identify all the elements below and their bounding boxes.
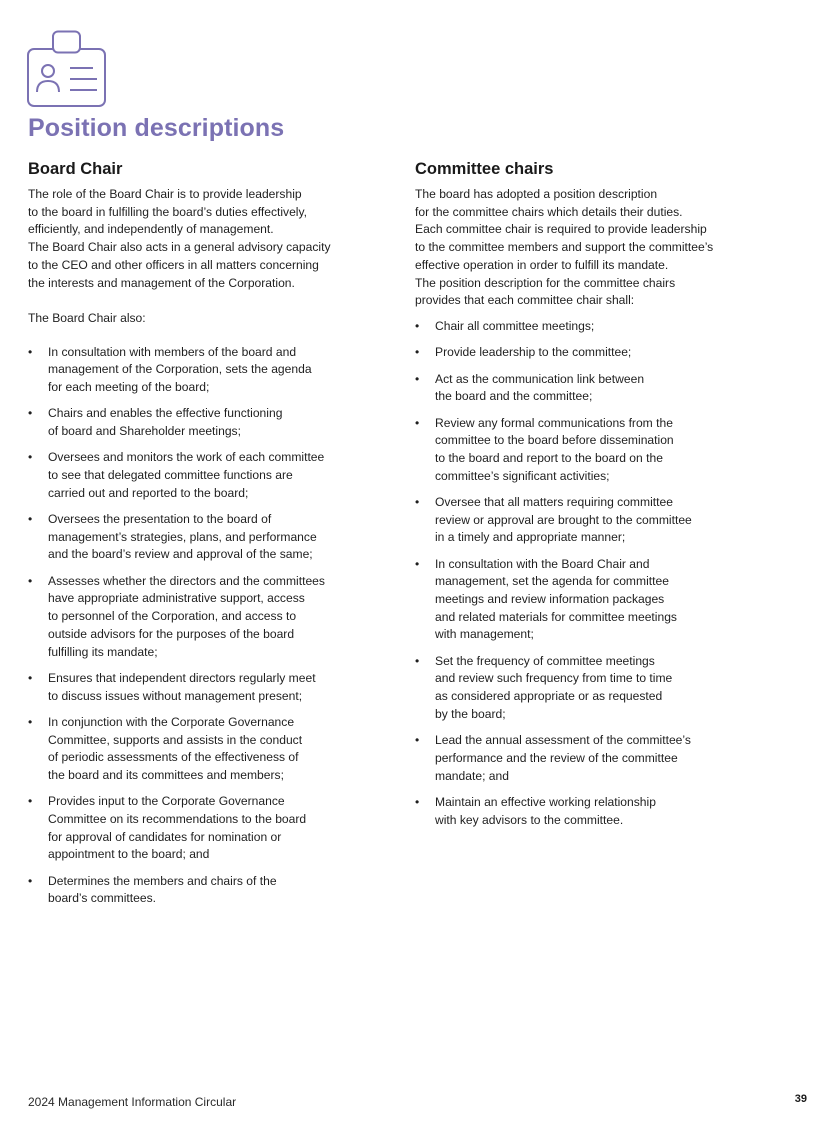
list-item: • Set the frequency of committee meetings and review such frequency from time to time as considered appropriate or as requested by the board; xyxy=(415,653,760,724)
list-item: • Chair all committee meetings; xyxy=(415,318,760,336)
board-chair-lead: The Board Chair also: xyxy=(28,310,146,325)
list-item: • In conjunction with the Corporate Governance Committee, supports and assists in the conduct of periodic assessments of the effectiveness of the board and its committees and members; xyxy=(28,714,373,785)
committee-chairs-intro: The board has adopted a position description for the committee chairs which details their duties. Each committee chair is required to provide leadership to the committee members and support the committee’s effective operation in order to fulfill its mandate. The position description for the committee chairs provides that each committee chair shall: xyxy=(415,187,714,308)
list-item: • Oversee that all matters requiring committee review or approval are brought to the committee in a timely and appropriate manner; xyxy=(415,494,760,547)
page-number: 39 xyxy=(794,1093,807,1105)
id-badge-icon xyxy=(26,30,108,110)
committee-chairs-heading: Committee chairs xyxy=(415,160,554,178)
list-item: • Act as the communication link between the board and the committee; xyxy=(415,371,760,406)
committee-chair-duties-list xyxy=(415,318,760,829)
committee-chairs-section xyxy=(415,158,760,838)
board-chair-intro: The role of the Board Chair is to provide leadership to the board in fulfilling the board’s duties effectively, efficiently, and independently of management. The Board Chair also acts in a general advisory capacity to the CEO and other officers in all matters concerning the interests and management of the Corporation. xyxy=(28,187,331,290)
list-item: • In consultation with the Board Chair and management, set the agenda for committee meetings and review information packages and related materials for committee meetings with management; xyxy=(415,556,760,645)
list-item: • Oversees the presentation to the board of management’s strategies, plans, and performance and the board’s review and approval of the same; xyxy=(28,511,373,564)
footer-document-title: 2024 Management Information Circular xyxy=(28,1095,237,1109)
list-item: • In consultation with members of the board and management of the Corporation, sets the agenda for each meeting of the board; xyxy=(28,344,373,397)
list-item: • Assesses whether the directors and the committees have appropriate administrative support, access to personnel of the Corporation, and access to outside advisors for the purposes of the board fulfilling its mandate; xyxy=(28,573,373,662)
list-item: • Ensures that independent directors regularly meet to discuss issues without management present; xyxy=(28,670,373,705)
list-item: • Determines the members and chairs of the board’s committees. xyxy=(28,873,373,908)
board-chair-section xyxy=(28,158,373,917)
board-chair-duties-list xyxy=(28,344,373,908)
page-title: Position descriptions xyxy=(28,114,285,142)
list-item: • Maintain an effective working relationship with key advisors to the committee. xyxy=(415,794,760,829)
list-item: • Review any formal communications from the committee to the board before dissemination to the board and report to the board on the committee’s significant activities; xyxy=(415,415,760,486)
list-item: • Chairs and enables the effective functioning of board and Shareholder meetings; xyxy=(28,405,373,440)
list-item: • Provide leadership to the committee; xyxy=(415,344,760,362)
list-item: • Lead the annual assessment of the committee’s performance and the review of the committee mandate; and xyxy=(415,732,760,785)
board-chair-heading: Board Chair xyxy=(28,160,123,178)
list-item: • Provides input to the Corporate Governance Committee on its recommendations to the board for approval of candidates for nomination or appointment to the board; and xyxy=(28,793,373,864)
list-item: • Oversees and monitors the work of each committee to see that delegated committee functions are carried out and reported to the board; xyxy=(28,449,373,502)
